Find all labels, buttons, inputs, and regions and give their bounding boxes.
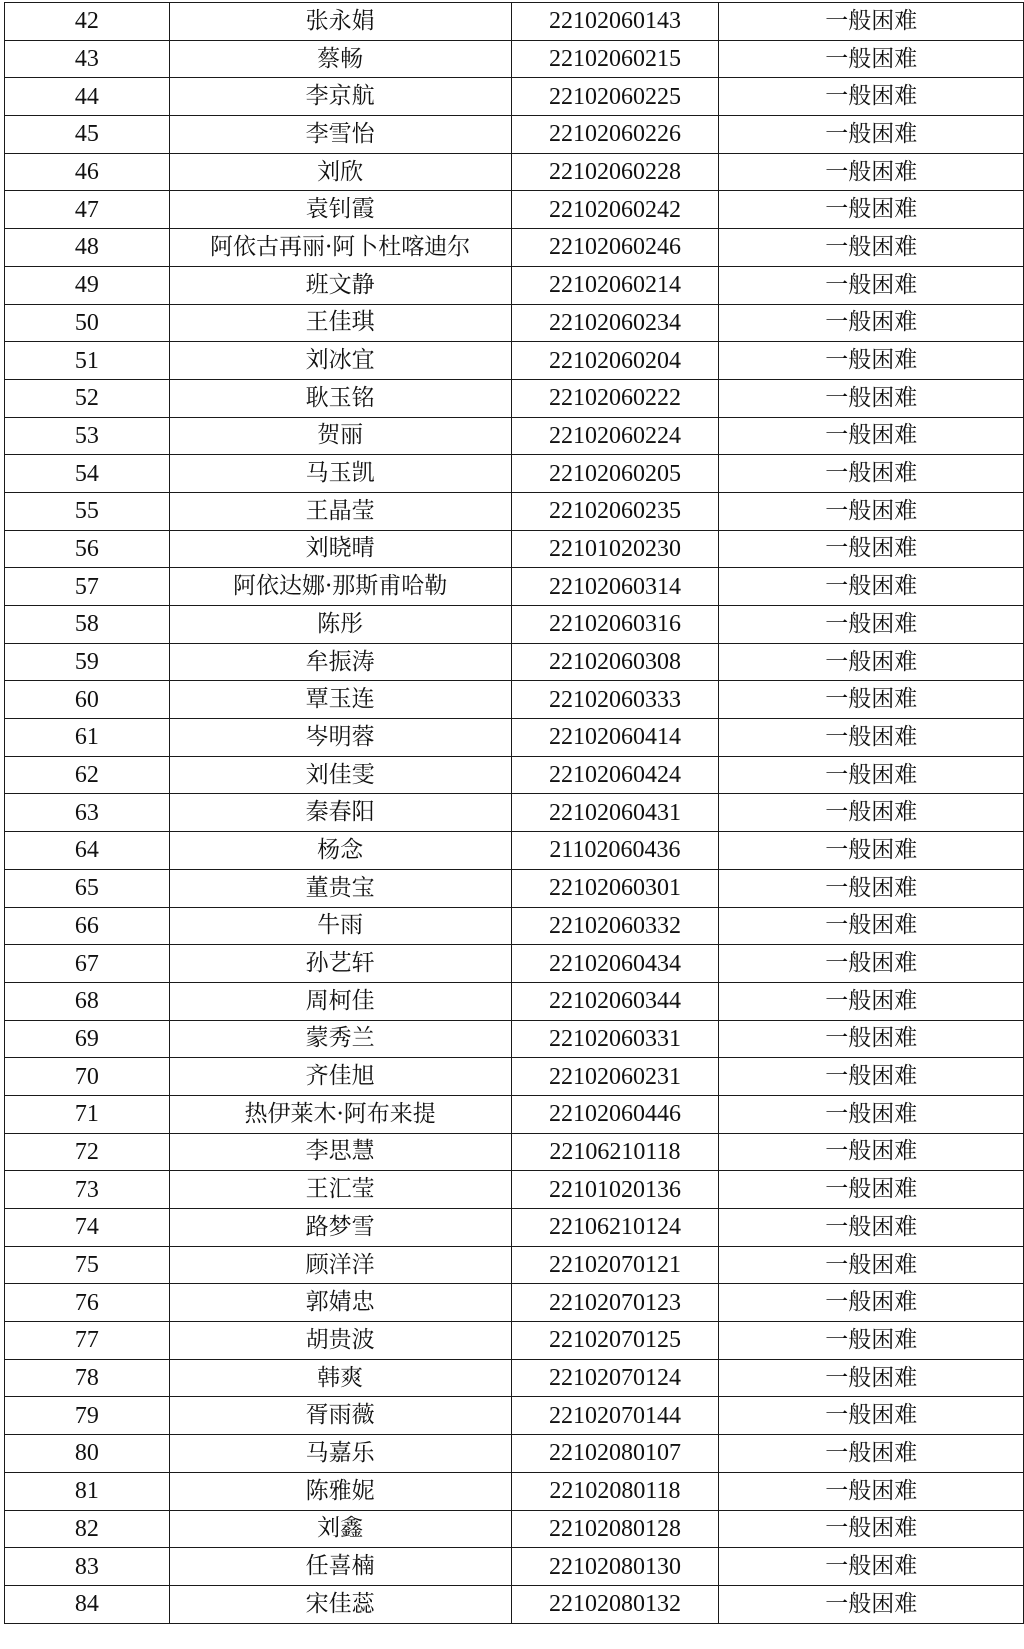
table-row — [5, 982, 1024, 1020]
difficulty-level-cell: 一般困难 — [719, 1171, 1024, 1209]
student-name-cell: 杨念 — [169, 832, 511, 870]
row-number-cell: 66 — [5, 907, 170, 945]
table-row — [5, 1397, 1024, 1435]
student-id-cell: 22102070144 — [511, 1397, 719, 1435]
difficulty-level-cell: 一般困难 — [719, 153, 1024, 191]
student-id-cell: 22102060446 — [511, 1095, 719, 1133]
row-number-cell: 63 — [5, 794, 170, 832]
table-row — [5, 719, 1024, 757]
student-name-cell: 路梦雪 — [169, 1209, 511, 1247]
student-name-cell: 马嘉乐 — [169, 1435, 511, 1473]
difficulty-level-cell: 一般困难 — [719, 266, 1024, 304]
row-number-cell: 50 — [5, 304, 170, 342]
student-id-cell: 22102060225 — [511, 78, 719, 116]
difficulty-level-cell: 一般困难 — [719, 1472, 1024, 1510]
table-row — [5, 1585, 1024, 1623]
table-row — [5, 40, 1024, 78]
student-name-cell: 齐佳旭 — [169, 1058, 511, 1096]
student-id-cell: 22102060224 — [511, 417, 719, 455]
student-name-cell: 王晶莹 — [169, 492, 511, 530]
student-name-cell: 宋佳蕊 — [169, 1585, 511, 1623]
row-number-cell: 69 — [5, 1020, 170, 1058]
row-number-cell: 72 — [5, 1133, 170, 1171]
table-row — [5, 606, 1024, 644]
row-number-cell: 76 — [5, 1284, 170, 1322]
difficulty-level-cell: 一般困难 — [719, 40, 1024, 78]
row-number-cell: 80 — [5, 1435, 170, 1473]
row-number-cell: 53 — [5, 417, 170, 455]
row-number-cell: 44 — [5, 78, 170, 116]
student-id-cell: 21102060436 — [511, 832, 719, 870]
row-number-cell: 42 — [5, 3, 170, 41]
student-id-cell: 22102060301 — [511, 869, 719, 907]
difficulty-level-cell: 一般困难 — [719, 492, 1024, 530]
difficulty-level-cell: 一般困难 — [719, 945, 1024, 983]
student-name-cell: 蒙秀兰 — [169, 1020, 511, 1058]
table-row — [5, 1284, 1024, 1322]
table-row — [5, 530, 1024, 568]
student-name-cell: 刘欣 — [169, 153, 511, 191]
row-number-cell: 49 — [5, 266, 170, 304]
difficulty-level-cell: 一般困难 — [719, 379, 1024, 417]
table-row — [5, 1246, 1024, 1284]
difficulty-level-cell: 一般困难 — [719, 1020, 1024, 1058]
student-name-cell: 李雪怡 — [169, 116, 511, 154]
student-id-cell: 22102080130 — [511, 1548, 719, 1586]
table-row — [5, 643, 1024, 681]
table-row — [5, 1472, 1024, 1510]
difficulty-level-cell: 一般困难 — [719, 1133, 1024, 1171]
student-id-cell: 22102070123 — [511, 1284, 719, 1322]
difficulty-level-cell: 一般困难 — [719, 116, 1024, 154]
student-name-cell: 王佳琪 — [169, 304, 511, 342]
student-name-cell: 孙艺轩 — [169, 945, 511, 983]
student-name-cell: 陈雅妮 — [169, 1472, 511, 1510]
difficulty-level-cell: 一般困难 — [719, 568, 1024, 606]
table-row — [5, 492, 1024, 530]
difficulty-level-cell: 一般困难 — [719, 1510, 1024, 1548]
difficulty-level-cell: 一般困难 — [719, 1585, 1024, 1623]
difficulty-level-cell: 一般困难 — [719, 1548, 1024, 1586]
table-row — [5, 907, 1024, 945]
table-row — [5, 1359, 1024, 1397]
row-number-cell: 68 — [5, 982, 170, 1020]
student-name-cell: 刘冰宜 — [169, 342, 511, 380]
difficulty-level-cell: 一般困难 — [719, 1209, 1024, 1247]
student-id-cell: 22102060246 — [511, 229, 719, 267]
table-row — [5, 568, 1024, 606]
student-id-cell: 22102060431 — [511, 794, 719, 832]
table-row — [5, 229, 1024, 267]
table-row — [5, 116, 1024, 154]
row-number-cell: 77 — [5, 1322, 170, 1360]
table-row — [5, 945, 1024, 983]
row-number-cell: 60 — [5, 681, 170, 719]
row-number-cell: 61 — [5, 719, 170, 757]
student-name-cell: 贺丽 — [169, 417, 511, 455]
table-row — [5, 1171, 1024, 1209]
difficulty-level-cell: 一般困难 — [719, 643, 1024, 681]
student-id-cell: 22102060434 — [511, 945, 719, 983]
row-number-cell: 57 — [5, 568, 170, 606]
row-number-cell: 67 — [5, 945, 170, 983]
student-name-cell: 耿玉铭 — [169, 379, 511, 417]
student-id-cell: 22101020230 — [511, 530, 719, 568]
row-number-cell: 62 — [5, 756, 170, 794]
student-id-cell: 22102060333 — [511, 681, 719, 719]
difficulty-level-cell: 一般困难 — [719, 907, 1024, 945]
student-name-cell: 董贵宝 — [169, 869, 511, 907]
student-name-cell: 韩爽 — [169, 1359, 511, 1397]
student-id-cell: 22102060234 — [511, 304, 719, 342]
student-name-cell: 马玉凯 — [169, 455, 511, 493]
difficulty-level-cell: 一般困难 — [719, 1435, 1024, 1473]
student-id-cell: 22102060242 — [511, 191, 719, 229]
student-name-cell: 郭婧忠 — [169, 1284, 511, 1322]
row-number-cell: 84 — [5, 1585, 170, 1623]
row-number-cell: 51 — [5, 342, 170, 380]
student-id-cell: 22102060316 — [511, 606, 719, 644]
table-row — [5, 1548, 1024, 1586]
table-row — [5, 1133, 1024, 1171]
table-row — [5, 1435, 1024, 1473]
student-id-cell: 22102060204 — [511, 342, 719, 380]
row-number-cell: 64 — [5, 832, 170, 870]
row-number-cell: 52 — [5, 379, 170, 417]
table-row — [5, 3, 1024, 41]
student-name-cell: 热伊莱木·阿布来提 — [169, 1095, 511, 1133]
student-name-cell: 顾洋洋 — [169, 1246, 511, 1284]
difficulty-level-cell: 一般困难 — [719, 869, 1024, 907]
student-name-cell: 牛雨 — [169, 907, 511, 945]
row-number-cell: 81 — [5, 1472, 170, 1510]
difficulty-level-cell: 一般困难 — [719, 681, 1024, 719]
student-id-cell: 22102070121 — [511, 1246, 719, 1284]
difficulty-level-cell: 一般困难 — [719, 78, 1024, 116]
table-row — [5, 191, 1024, 229]
student-id-cell: 22102060424 — [511, 756, 719, 794]
student-id-cell: 22102080107 — [511, 1435, 719, 1473]
difficulty-level-cell: 一般困难 — [719, 3, 1024, 41]
student-name-cell: 李思慧 — [169, 1133, 511, 1171]
student-name-cell: 班文静 — [169, 266, 511, 304]
student-id-cell: 22102060414 — [511, 719, 719, 757]
difficulty-level-cell: 一般困难 — [719, 1322, 1024, 1360]
difficulty-level-cell: 一般困难 — [719, 342, 1024, 380]
student-id-cell: 22102060228 — [511, 153, 719, 191]
table-row — [5, 417, 1024, 455]
student-id-cell: 22102060215 — [511, 40, 719, 78]
student-name-cell: 张永娟 — [169, 3, 511, 41]
row-number-cell: 70 — [5, 1058, 170, 1096]
student-id-cell: 22101020136 — [511, 1171, 719, 1209]
student-id-cell: 22106210124 — [511, 1209, 719, 1247]
row-number-cell: 74 — [5, 1209, 170, 1247]
student-name-cell: 岑明蓉 — [169, 719, 511, 757]
table-row — [5, 1322, 1024, 1360]
student-id-cell: 22102060231 — [511, 1058, 719, 1096]
difficulty-level-cell: 一般困难 — [719, 606, 1024, 644]
table-row — [5, 1020, 1024, 1058]
student-name-cell: 王汇莹 — [169, 1171, 511, 1209]
difficulty-level-cell: 一般困难 — [719, 455, 1024, 493]
difficulty-level-cell: 一般困难 — [719, 719, 1024, 757]
student-aid-table — [4, 2, 1024, 1624]
table-row — [5, 455, 1024, 493]
row-number-cell: 78 — [5, 1359, 170, 1397]
student-id-cell: 22102060331 — [511, 1020, 719, 1058]
difficulty-level-cell: 一般困难 — [719, 756, 1024, 794]
student-name-cell: 牟振涛 — [169, 643, 511, 681]
table-row — [5, 304, 1024, 342]
table-row — [5, 342, 1024, 380]
row-number-cell: 54 — [5, 455, 170, 493]
student-id-cell: 22102080118 — [511, 1472, 719, 1510]
student-name-cell: 胡贵波 — [169, 1322, 511, 1360]
student-id-cell: 22102070124 — [511, 1359, 719, 1397]
student-id-cell: 22102060344 — [511, 982, 719, 1020]
difficulty-level-cell: 一般困难 — [719, 417, 1024, 455]
difficulty-level-cell: 一般困难 — [719, 794, 1024, 832]
student-name-cell: 阿依达娜·那斯甫哈勒 — [169, 568, 511, 606]
table-row — [5, 794, 1024, 832]
student-id-cell: 22106210118 — [511, 1133, 719, 1171]
row-number-cell: 75 — [5, 1246, 170, 1284]
difficulty-level-cell: 一般困难 — [719, 1397, 1024, 1435]
row-number-cell: 46 — [5, 153, 170, 191]
table-row — [5, 1209, 1024, 1247]
table-row — [5, 1510, 1024, 1548]
student-id-cell: 22102080128 — [511, 1510, 719, 1548]
difficulty-level-cell: 一般困难 — [719, 530, 1024, 568]
table-row — [5, 78, 1024, 116]
difficulty-level-cell: 一般困难 — [719, 1246, 1024, 1284]
difficulty-level-cell: 一般困难 — [719, 1095, 1024, 1133]
student-id-cell: 22102060143 — [511, 3, 719, 41]
student-name-cell: 蔡畅 — [169, 40, 511, 78]
table-row — [5, 832, 1024, 870]
student-name-cell: 刘晓晴 — [169, 530, 511, 568]
row-number-cell: 45 — [5, 116, 170, 154]
student-id-cell: 22102060205 — [511, 455, 719, 493]
difficulty-level-cell: 一般困难 — [719, 832, 1024, 870]
difficulty-level-cell: 一般困难 — [719, 191, 1024, 229]
row-number-cell: 47 — [5, 191, 170, 229]
difficulty-level-cell: 一般困难 — [719, 1058, 1024, 1096]
student-name-cell: 李京航 — [169, 78, 511, 116]
row-number-cell: 65 — [5, 869, 170, 907]
table-row — [5, 1095, 1024, 1133]
table-row — [5, 756, 1024, 794]
table-body — [5, 3, 1024, 1624]
row-number-cell: 56 — [5, 530, 170, 568]
row-number-cell: 48 — [5, 229, 170, 267]
table-row — [5, 266, 1024, 304]
difficulty-level-cell: 一般困难 — [719, 229, 1024, 267]
student-name-cell: 覃玉连 — [169, 681, 511, 719]
student-id-cell: 22102060214 — [511, 266, 719, 304]
student-id-cell: 22102070125 — [511, 1322, 719, 1360]
table-row — [5, 379, 1024, 417]
row-number-cell: 58 — [5, 606, 170, 644]
table-row — [5, 869, 1024, 907]
student-id-cell: 22102080132 — [511, 1585, 719, 1623]
student-id-cell: 22102060314 — [511, 568, 719, 606]
student-name-cell: 陈彤 — [169, 606, 511, 644]
student-id-cell: 22102060308 — [511, 643, 719, 681]
difficulty-level-cell: 一般困难 — [719, 1359, 1024, 1397]
row-number-cell: 59 — [5, 643, 170, 681]
row-number-cell: 79 — [5, 1397, 170, 1435]
row-number-cell: 43 — [5, 40, 170, 78]
difficulty-level-cell: 一般困难 — [719, 1284, 1024, 1322]
student-name-cell: 胥雨薇 — [169, 1397, 511, 1435]
row-number-cell: 73 — [5, 1171, 170, 1209]
row-number-cell: 82 — [5, 1510, 170, 1548]
student-name-cell: 刘佳雯 — [169, 756, 511, 794]
student-id-cell: 22102060235 — [511, 492, 719, 530]
student-id-cell: 22102060226 — [511, 116, 719, 154]
student-name-cell: 周柯佳 — [169, 982, 511, 1020]
table-row — [5, 153, 1024, 191]
student-name-cell: 刘鑫 — [169, 1510, 511, 1548]
difficulty-level-cell: 一般困难 — [719, 304, 1024, 342]
student-id-cell: 22102060222 — [511, 379, 719, 417]
row-number-cell: 71 — [5, 1095, 170, 1133]
student-name-cell: 任喜楠 — [169, 1548, 511, 1586]
student-id-cell: 22102060332 — [511, 907, 719, 945]
student-name-cell: 袁钊霞 — [169, 191, 511, 229]
table-row — [5, 1058, 1024, 1096]
table-row — [5, 681, 1024, 719]
student-name-cell: 阿依古再丽·阿卜杜喀迪尔 — [169, 229, 511, 267]
difficulty-level-cell: 一般困难 — [719, 982, 1024, 1020]
student-name-cell: 秦春阳 — [169, 794, 511, 832]
row-number-cell: 83 — [5, 1548, 170, 1586]
row-number-cell: 55 — [5, 492, 170, 530]
